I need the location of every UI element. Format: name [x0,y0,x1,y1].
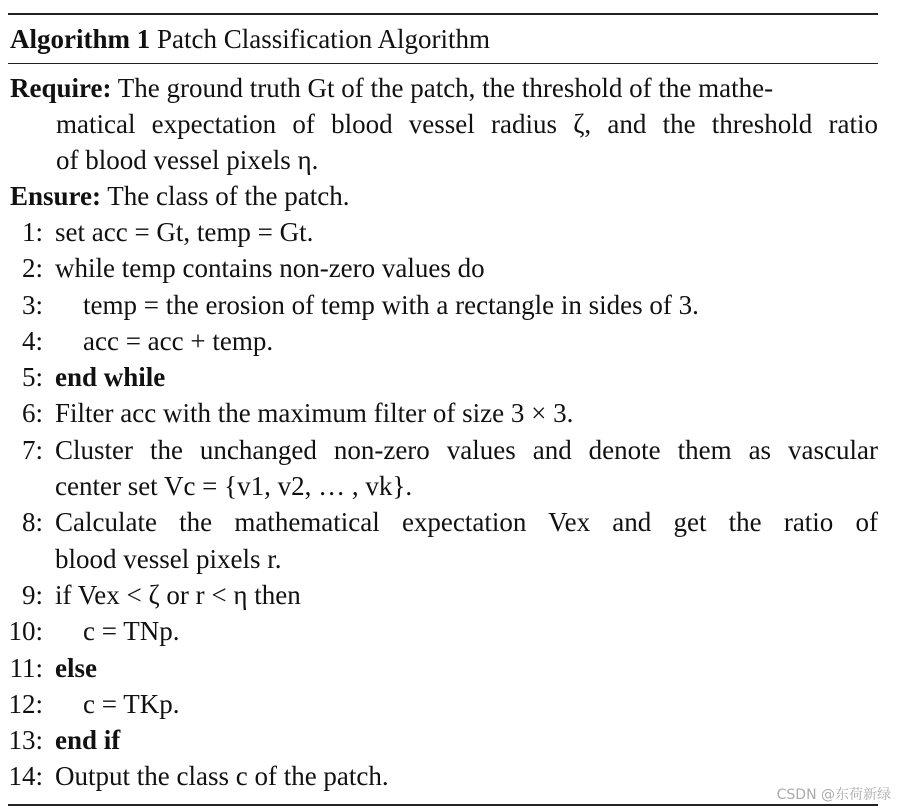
step-line [0,395,878,431]
step-number: 10: [8,616,43,647]
bottom-rule [8,804,878,806]
step-number: 4: [21,325,43,356]
require-label: Require: [10,73,112,103]
step-line [0,504,878,540]
step-line [0,214,878,250]
top-rule [8,13,878,15]
step-text: end if [55,725,121,756]
step-number: 11: [9,652,43,683]
step-number: 13: [8,725,43,756]
step-text: if Vex < ζ or r < η then [55,579,301,610]
step-text: temp = the erosion of temp with a rectangle in sides of 3. [83,289,699,320]
step-text: blood vessel pixels r. [55,543,282,574]
step-text: c = TNp. [83,616,180,647]
step-line [0,468,878,504]
require-section [10,70,878,178]
step-text: Cluster the unchanged non-zero values and denote them as vascular [55,434,878,465]
step-text: while temp contains non-zero values do [55,253,485,284]
step-line [0,758,878,794]
step-number: 12: [8,688,43,719]
step-line [0,432,878,468]
algorithm-label: Algorithm 1 [10,24,151,54]
step-number: 1: [21,217,43,247]
step-number: 5: [21,362,43,393]
require-line-2: matical expectation of blood vessel radius ζ, and the threshold ratio [56,109,878,139]
step-text: acc = acc + temp. [83,325,274,356]
step-number: 7: [21,434,43,465]
step-number: 2: [21,253,43,284]
require-line-1 [10,70,878,106]
require-text-1: The ground truth Gt of the patch, the threshold of the mathe- [117,73,774,103]
step-number: 3: [21,289,43,320]
step-line [0,577,878,613]
step-text: center set Vc = {v1, v2, … , vk}. [55,471,413,502]
step-line [0,323,878,359]
step-line [0,650,878,686]
step-text: c = TKp. [83,688,180,719]
ensure-text: The class of the patch. [107,181,350,211]
step-text: Calculate the mathematical expectation Vex and get the ratio of [55,507,878,538]
step-text: set acc = Gt, temp = Gt. [55,217,314,247]
ensure-label: Ensure: [10,181,102,211]
caption-rule [8,63,878,64]
step-line [0,686,878,722]
step-text: else [55,652,97,683]
algorithm-steps [0,214,878,795]
step-line [0,722,878,758]
algorithm-caption [10,24,490,55]
ensure-section [10,178,878,214]
step-number: 6: [21,398,43,429]
require-line-3: of blood vessel pixels η. [56,145,319,175]
step-text: end while [55,362,166,393]
step-text: Output the class c of the patch. [55,761,389,792]
step-line [0,359,878,395]
step-number: 14: [8,761,43,792]
step-line [0,541,878,577]
step-line [0,287,878,323]
step-number: 8: [21,507,43,538]
step-number: 9: [21,579,43,610]
step-line [0,250,878,286]
step-line [0,613,878,649]
algorithm-title: Patch Classification Algorithm [156,24,490,54]
watermark: CSDN @东荷新绿 [776,787,891,803]
step-text: Filter acc with the maximum filter of size 3 × 3. [55,398,574,429]
